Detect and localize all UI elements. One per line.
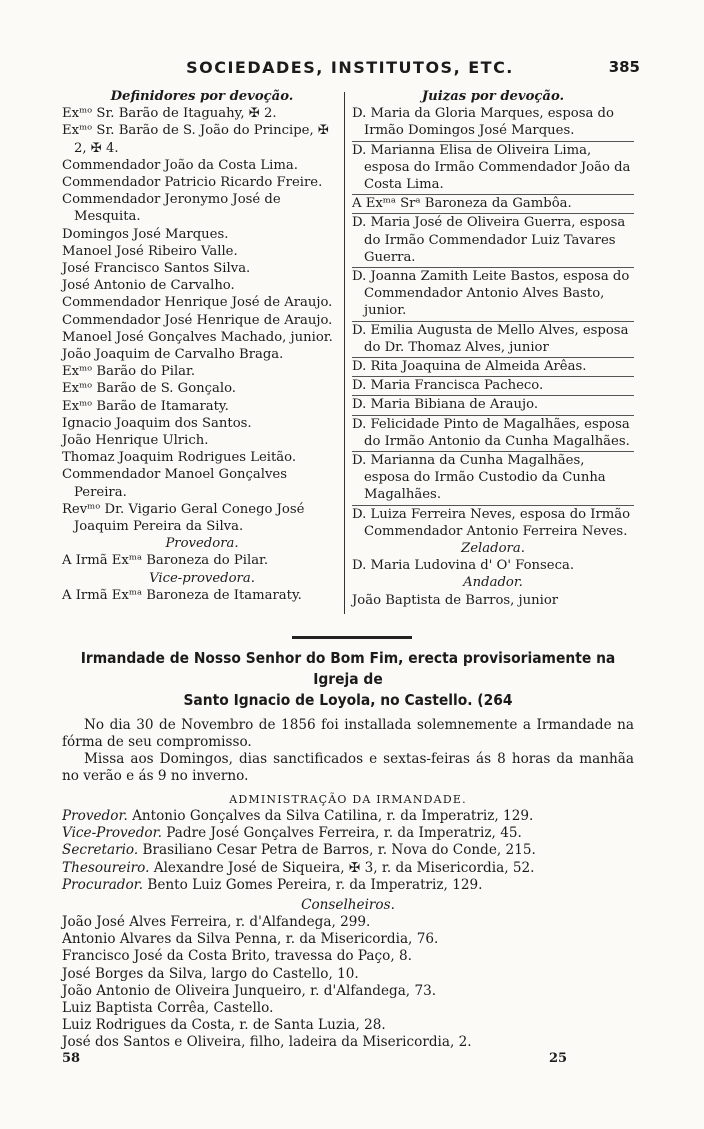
signature-mark: 58	[62, 1051, 81, 1066]
officer-line	[62, 877, 634, 894]
section-title-line-1: Irmandade de Nosso Senhor do Bom Fim, erecta provisoriamente na Igreja de	[80, 649, 616, 688]
juiza-entry: D. Maria da Gloria Marques, esposa do Irmão Domingos José Marques.	[352, 106, 614, 139]
conselheiro-line: João Antonio de Oliveira Junqueiro, r. d'Alfandega, 73.	[62, 982, 437, 999]
page-number: 385	[608, 58, 640, 76]
definidor-entry: Exᵐᵒ Sr. Barão de Itaguahy, ✠ 2.	[62, 106, 277, 122]
definidor-entry: João Joaquim de Carvalho Braga.	[62, 347, 284, 363]
definidor-entry: Commendador José Henrique de Araujo.	[62, 312, 333, 328]
conselheiro-line: José dos Santos e Oliveira, filho, ladeira da Misericordia, 2.	[62, 1034, 472, 1051]
juiza-entry: D. Luiza Ferreira Neves, esposa do Irmão Commendador Antonio Ferreira Neves.	[352, 505, 634, 540]
officer-role: Procurador.	[62, 876, 144, 893]
header-title: SOCIEDADES, INSTITUTOS, ETC.	[186, 58, 514, 77]
juiza-entry: A Exᵐᵃ Srᵃ Baroneza da Gambôa.	[352, 194, 634, 212]
definidor-entry: Domingos José Marques.	[62, 226, 229, 242]
andador-label: Andador.	[463, 575, 523, 591]
officer-details: Padre José Gonçalves Ferreira, r. da Imperatriz, 45.	[161, 825, 522, 842]
definidor-entry: Commendador Jeronymo José de Mesquita.	[62, 192, 281, 225]
mass-schedule-paragraph: Missa aos Domingos, dias sanctificados e sextas-feiras ás 8 horas da manhãa no verão e ás 9 no inverno.	[62, 751, 634, 784]
officer-role: Vice-Provedor.	[62, 825, 162, 842]
running-header	[60, 58, 640, 80]
definidor-entry: José Francisco Santos Silva.	[62, 261, 251, 277]
definidor-entry: Commendador Manoel Gonçalves Pereira.	[62, 467, 287, 500]
zeladora-name: D. Maria Ludovina d' O' Fonseca.	[352, 558, 575, 574]
juizas-list	[352, 105, 634, 540]
definidor-entry: Exᵐᵒ Sr. Barão de S. João do Principe, ✠ 2, ✠ 4.	[62, 123, 329, 156]
definidor-entry: Revᵐᵒ Dr. Vigario Geral Conego José Joaquim Pereira da Silva.	[62, 501, 305, 535]
conselheiro-line: Luiz Rodrigues da Costa, r. de Santa Luzia, 28.	[62, 1017, 386, 1034]
definidor-entry: Manoel José Ribeiro Valle.	[62, 243, 238, 259]
vice-provedora-name: A Irmã Exᵐᵃ Baroneza de Itamaraty.	[62, 587, 302, 603]
definidor-entry: Manoel José Gonçalves Machado, junior.	[62, 329, 333, 345]
conselheiro-line: José Borges da Silva, largo do Castello, 10.	[62, 965, 359, 982]
officer-role: Provedor.	[62, 808, 128, 824]
right-mark: 25	[549, 1051, 568, 1066]
definidor-entry: Ignacio Joaquim dos Santos.	[62, 415, 252, 431]
juiza-entry: D. Joanna Zamith Leite Bastos, esposa do Commendador Antonio Alves Basto, junior.	[352, 267, 634, 320]
definidor-entry: Commendador Henrique José de Araujo.	[62, 295, 333, 311]
definidor-entry: Commendador João da Costa Lima.	[62, 157, 298, 173]
juiza-entry: D. Felicidade Pinto de Magalhães, esposa do Irmão Antonio da Cunha Magalhães.	[352, 415, 634, 450]
definidor-entry: Exᵐᵒ Barão de Itamaraty.	[62, 398, 229, 414]
officer-details: Bento Luiz Gomes Pereira, r. da Imperatriz, 129.	[143, 876, 483, 893]
conselheiro-line: Francisco José da Costa Brito, travessa do Paço, 8.	[62, 948, 412, 965]
officer-line	[62, 842, 634, 859]
installation-paragraph: No dia 30 de Novembro de 1856 foi installada solemnemente a Irmandade na fórma de seu compromisso.	[62, 717, 634, 750]
definidor-entry: Thomaz Joaquim Rodrigues Leitão.	[62, 450, 297, 466]
conselheiro-line: João José Alves Ferreira, r. d'Alfandega, 299.	[62, 914, 371, 931]
definidor-entry: João Henrique Ulrich.	[62, 433, 209, 449]
juizas-heading: Juizas por devoção.	[421, 89, 565, 104]
officers-list	[62, 808, 634, 894]
provedora-name: A Irmã Exᵐᵃ Baroneza do Pilar.	[62, 553, 269, 569]
section-separator	[292, 636, 412, 639]
provedora-label: Provedora.	[165, 536, 239, 552]
officer-details: Alexandre José de Siqueira, ✠ 3, r. da Misericordia, 52.	[149, 859, 535, 876]
officer-line	[62, 808, 634, 825]
officer-details: Antonio Gonçalves da Silva Catilina, r. da Imperatriz, 129.	[127, 808, 534, 824]
conselheiro-line: Antonio Alvares da Silva Penna, r. da Misericordia, 76.	[62, 931, 439, 948]
officer-role: Thesoureiro.	[62, 859, 150, 876]
juiza-entry: D. Rita Joaquina de Almeida Arêas.	[352, 357, 634, 375]
officer-details: Brasiliano Cesar Petra de Barros, r. Nova do Conde, 215.	[138, 842, 536, 859]
juiza-entry: D. Marianna da Cunha Magalhães, esposa do Irmão Custodio da Cunha Magalhães.	[352, 451, 634, 504]
officer-line	[62, 825, 634, 842]
conselheiros-heading: Conselheiros.	[301, 897, 395, 914]
andador-name: João Baptista de Barros, junior	[352, 592, 559, 608]
conselheiro-line: Luiz Baptista Corrêa, Castello.	[62, 1000, 274, 1017]
zeladora-label: Zeladora.	[461, 541, 525, 557]
section-title-line-2: Santo Ignacio de Loyola, no Castello. (264	[183, 691, 513, 709]
juiza-entry: D. Maria José de Oliveira Guerra, esposa do Irmão Commendador Luiz Tavares Guerra.	[352, 213, 634, 266]
definidor-entry: José Antonio de Carvalho.	[62, 278, 235, 294]
juiza-entry: D. Maria Bibiana de Araujo.	[352, 395, 634, 413]
definidores-list	[62, 105, 342, 535]
definidor-entry: Exᵐᵒ Barão do Pilar.	[62, 364, 196, 380]
conselheiros-list	[62, 914, 634, 1052]
officer-line	[62, 860, 634, 877]
juiza-entry: D. Marianna Elisa de Oliveira Lima, esposa do Irmão Commendador João da Costa Lima.	[352, 141, 634, 194]
irmandade-section	[62, 648, 634, 1052]
officer-role: Secretario.	[62, 842, 139, 859]
juiza-entry: D. Maria Francisca Pacheco.	[352, 376, 634, 394]
page-footer	[62, 1051, 634, 1066]
left-column	[62, 88, 342, 604]
admin-heading: ADMINISTRAÇÃO DA IRMANDADE.	[229, 793, 467, 806]
right-column	[352, 88, 634, 609]
column-divider	[344, 92, 345, 614]
definidor-entry: Commendador Patricio Ricardo Freire.	[62, 175, 323, 191]
definidor-entry: Exᵐᵒ Barão de S. Gonçalo.	[62, 381, 236, 397]
vice-provedora-label: Vice-provedora.	[149, 570, 255, 586]
juiza-entry: D. Emilia Augusta de Mello Alves, esposa do Dr. Thomaz Alves, junior	[352, 321, 634, 356]
definidores-heading: Definidores por devoção.	[110, 89, 294, 104]
